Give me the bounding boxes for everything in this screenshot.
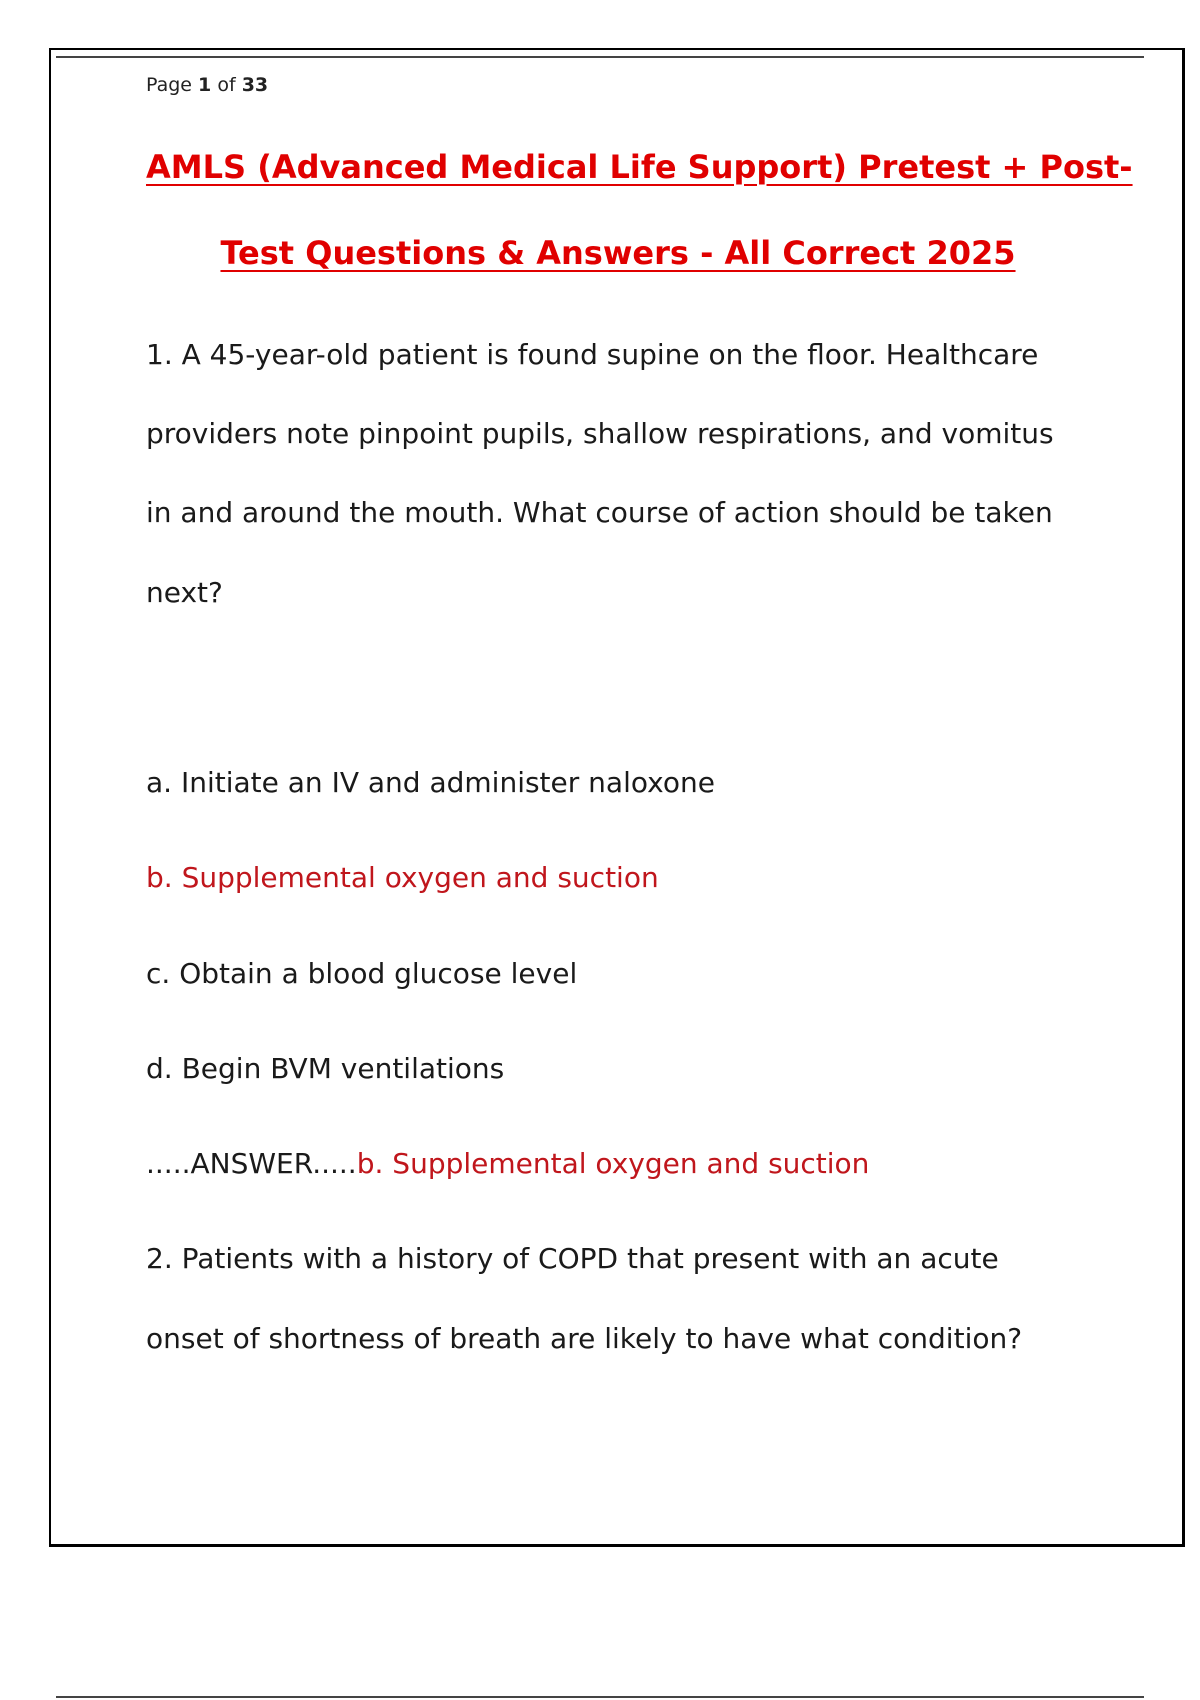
question-1-line-3: in and around the mouth. What course of action should be taken (146, 496, 1053, 529)
document-title-line-1: AMLS (Advanced Medical Life Support) Pretest + Post- (146, 148, 1133, 186)
top-rule (56, 56, 1144, 58)
question-2-line-2: onset of shortness of breath are likely to have what condition? (146, 1322, 1023, 1355)
question-1-line-1: 1. A 45-year-old patient is found supine on the floor. Healthcare (146, 338, 1039, 371)
page-of-label: of (217, 74, 236, 96)
page-current: 1 (198, 74, 212, 96)
page-counter (146, 74, 268, 96)
question-1-answer (146, 1147, 869, 1180)
document-title-line-2: Test Questions & Answers - All Correct 2025 (220, 234, 1016, 272)
answer-prefix: .....ANSWER..... (146, 1147, 357, 1180)
question-1-option-a: a. Initiate an IV and administer naloxone (146, 766, 715, 799)
bottom-rule (56, 1696, 1144, 1698)
question-1-option-d: d. Begin BVM ventilations (146, 1052, 505, 1085)
question-2-line-1: 2. Patients with a history of COPD that present with an acute (146, 1242, 999, 1275)
question-1-option-c: c. Obtain a blood glucose level (146, 957, 578, 990)
answer-text: b. Supplemental oxygen and suction (356, 1147, 870, 1180)
page-total: 33 (241, 74, 269, 96)
question-1-line-4: next? (146, 576, 223, 609)
question-1-option-b: b. Supplemental oxygen and suction (146, 861, 659, 894)
page-label: Page (146, 74, 192, 96)
question-1-line-2: providers note pinpoint pupils, shallow respirations, and vomitus (146, 417, 1054, 450)
